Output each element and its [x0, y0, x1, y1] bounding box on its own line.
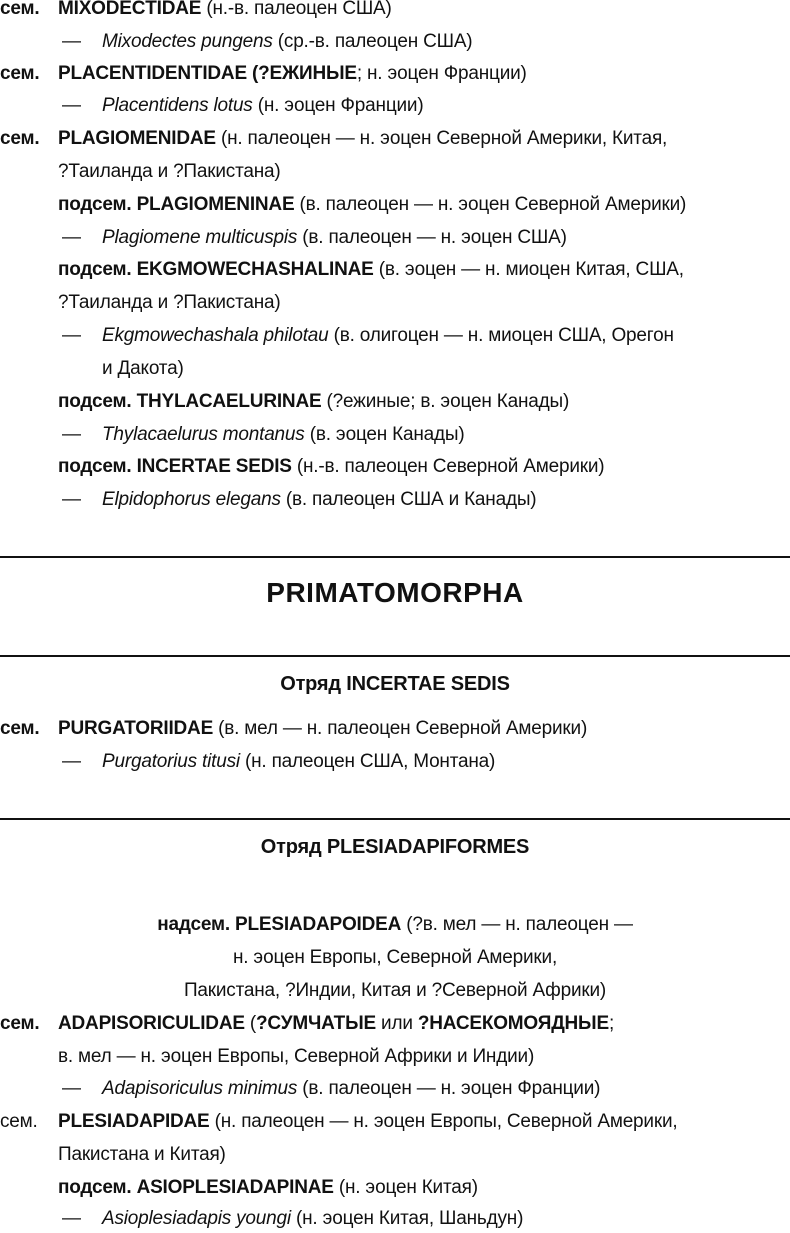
group-name: ?ЕЖИНЫЕ [258, 63, 357, 84]
taxon-range: ; н. эоцен Франции) [356, 63, 527, 84]
species-name: Thylacaelurus montanus [102, 424, 305, 445]
dash: — [62, 31, 81, 52]
taxon-name: MIXODECTIDAE [58, 0, 202, 19]
species-range: (в. палеоцен — н. эоцен США) [297, 227, 567, 248]
rank-label: подсем. [58, 1177, 132, 1198]
paren: ( [246, 63, 259, 84]
order-title-plesiadapiformes: Отряд PLESIADAPIFORMES [260, 836, 530, 858]
species-range: (в. эоцен Канады) [304, 424, 465, 445]
continuation-line: в. мел — н. эоцен Европы, Северной Африки и Индии) [58, 1046, 535, 1067]
species-range: (ср.-в. палеоцен США) [272, 31, 473, 52]
species-range: (н. эоцен Китая, Шаньдун) [290, 1208, 524, 1229]
taxon-range: (н. палеоцен — н. эоцен Северной Америки, Китая, [215, 128, 668, 149]
species-name: Adapisoriculus minimus [102, 1078, 298, 1099]
species-range: (в. палеоцен США и Канады) [280, 489, 537, 510]
rank-label: сем. [0, 1111, 38, 1132]
rank-label: сем. [0, 0, 40, 19]
species-name: Plagiomene multicuspis [102, 227, 298, 248]
taxon-name: PLAGIOMENIDAE [58, 128, 216, 149]
taxon-name: PLESIADAPIDAE [58, 1111, 210, 1132]
species-name: Asioplesiadapis youngi [102, 1208, 291, 1229]
dash: — [62, 1078, 81, 1099]
order-title-incertae-sedis: Отряд INCERTAE SEDIS [280, 673, 510, 695]
rank-label: сем. [0, 1013, 40, 1034]
taxon-name: THYLACAELURINAE [136, 391, 322, 412]
group-name: ?НАСЕКОМОЯДНЫЕ [417, 1013, 609, 1034]
dash: — [62, 489, 81, 510]
taxon-range: (?ежиные; в. эоцен Канады) [321, 391, 570, 412]
dash: — [62, 325, 81, 346]
taxon-name: ASIOPLESIADAPINAE [136, 1177, 334, 1198]
taxon-name: PLESIADAPOIDEA [235, 914, 402, 935]
species-range: (в. палеоцен — н. эоцен Франции) [297, 1078, 601, 1099]
taxon-name: PURGATORIIDAE [58, 718, 214, 739]
rank-label: сем. [0, 128, 40, 149]
species-name: Purgatorius titusi [102, 751, 240, 772]
superfamily-entry-plesiadapoidea [0, 913, 790, 937]
species-name: Placentidens lotus [102, 95, 253, 116]
subfamily-entry-asioplesiadapinae [58, 1176, 478, 1202]
species-name: Mixodectes pungens [102, 31, 273, 52]
dash: — [62, 1208, 81, 1229]
rank-label: сем. [0, 718, 40, 739]
continuation-line: н. эоцен Европы, Северной Америки, [232, 947, 558, 968]
species-range: (н. палеоцен США, Монтана) [239, 751, 496, 772]
rank-label: подсем. [58, 391, 132, 412]
conjunction: или [375, 1013, 418, 1034]
taxon-range: (?в. мел — н. палеоцен — [401, 914, 633, 935]
taxon-range: (н.-в. палеоцен Северной Америки) [291, 456, 605, 477]
divider [0, 655, 790, 657]
divider [0, 556, 790, 558]
dash: — [62, 424, 81, 445]
species-range: (н. эоцен Франции) [252, 95, 424, 116]
taxon-name: ADAPISORICULIDAE [58, 1013, 245, 1034]
subfamily-entry-ekgmowechashalinae [58, 258, 684, 284]
taxon-range: (в. мел — н. палеоцен Северной Америки) [213, 718, 588, 739]
subfamily-entry-incertae-sedis [58, 455, 604, 481]
continuation-line: ?Таиланда и ?Пакистана) [58, 161, 281, 182]
rank-label: подсем. [58, 194, 132, 215]
paren: ( [244, 1013, 257, 1034]
continuation-line: Пакистана и Китая) [58, 1144, 226, 1165]
section-title: PRIMATOMORPHA [266, 577, 524, 608]
dash: — [62, 95, 81, 116]
taxon-range: (в. палеоцен — н. эоцен Северной Америки) [294, 194, 687, 215]
taxon-range: (н. палеоцен — н. эоцен Европы, Северной Америки, [209, 1111, 678, 1132]
continuation-line: и Дакота) [102, 358, 184, 379]
continuation-line: Пакистана, ?Индии, Китая и ?Северной Африки) [183, 980, 607, 1001]
taxon-name: PLACENTIDENTIDAE [58, 63, 247, 84]
taxon-range: (в. эоцен — н. миоцен Китая, США, [373, 259, 684, 280]
rank-label: надсем. [157, 914, 230, 935]
group-name: ?СУМЧАТЫЕ [256, 1013, 376, 1034]
species-name: Ekgmowechashala philotau [102, 325, 329, 346]
dash: — [62, 227, 81, 248]
dash: — [62, 751, 81, 772]
rank-label: подсем. [58, 259, 132, 280]
subfamily-entry-plagiomeninae [58, 193, 686, 219]
rank-label: сем. [0, 63, 40, 84]
species-range: (в. олигоцен — н. миоцен США, Орегон [328, 325, 674, 346]
taxon-range: (н.-в. палеоцен США) [201, 0, 392, 19]
species-name: Elpidophorus elegans [102, 489, 281, 510]
continuation-line: ?Таиланда и ?Пакистана) [58, 292, 281, 313]
taxon-range: (н. эоцен Китая) [333, 1177, 478, 1198]
separator: ; [608, 1013, 615, 1034]
taxon-name: PLAGIOMENINAE [136, 194, 295, 215]
rank-label: подсем. [58, 456, 132, 477]
divider [0, 818, 790, 820]
subfamily-entry-thylacaelurinae [58, 390, 569, 416]
taxon-name: INCERTAE SEDIS [136, 456, 292, 477]
taxon-name: EKGMOWECHASHALINAE [136, 259, 374, 280]
